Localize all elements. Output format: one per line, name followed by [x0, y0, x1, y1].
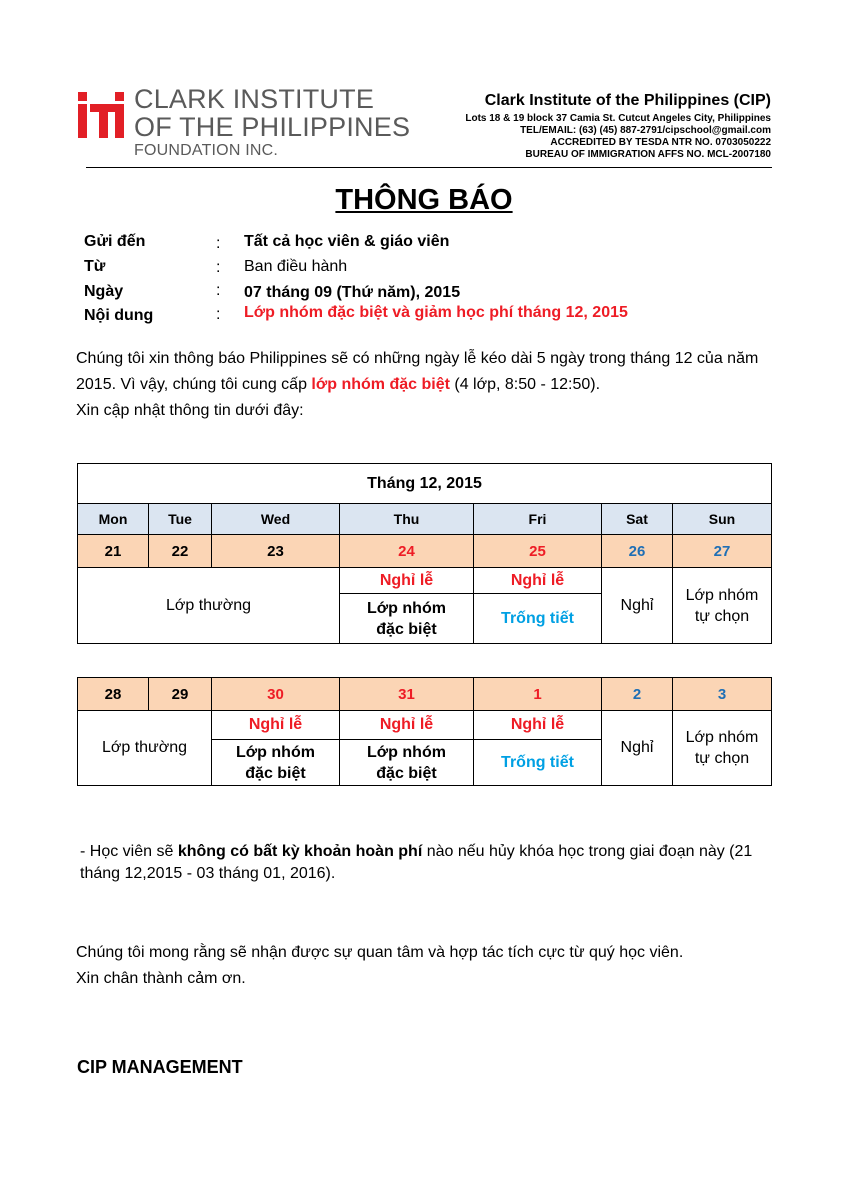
memo-to-value: Tất cả học viên & giáo viên [244, 233, 450, 250]
closing-line1: Chúng tôi mong rằng sẽ nhận được sự quan tâm và hợp tác tích cực từ quý học viên. [76, 944, 684, 961]
intro-text-3: Xin cập nhật thông tin dưới đây: [76, 402, 304, 419]
logo-line1: CLARK INSTITUTE [134, 84, 375, 114]
memo-from-colon: : [216, 259, 221, 276]
day-cell-weekend: 26 [602, 535, 673, 568]
memo-date-label: Ngày [84, 283, 124, 300]
memo-date-value: 07 tháng 09 (Thứ năm), 2015 [244, 284, 461, 301]
weekday-tue: Tue [149, 504, 212, 535]
signature: CIP MANAGEMENT [77, 1057, 243, 1077]
memo-subject-value: Lớp nhóm đặc biệt và giảm học phí tháng 12, 2015 [244, 304, 628, 321]
day-cell: 21 [78, 535, 149, 568]
holiday-cell: Nghỉ lễ [212, 711, 340, 740]
weekday-fri: Fri [474, 504, 602, 535]
refund-suffix: nào nếu hủy khóa học trong giai đoạn này (21 tháng 12,2015 - 03 tháng 01, 2016). [80, 843, 753, 882]
holiday-cell: Nghỉ lễ [474, 711, 602, 740]
weekday-mon: Mon [78, 504, 149, 535]
day-cell-holiday: 31 [340, 678, 474, 711]
regular-class-cell: Lớp thường [78, 711, 212, 786]
day-cell: 22 [149, 535, 212, 568]
tesda-accreditation: ACCREDITED BY TESDA NTR NO. 0703050222 [550, 137, 771, 148]
holiday-cell: Nghỉ lễ [340, 568, 474, 594]
weekday-thu: Thu [340, 504, 474, 535]
day-cell-holiday: 25 [474, 535, 602, 568]
day-cell-holiday: 30 [212, 678, 340, 711]
optional-group-class-cell: Lớp nhóm tự chọn [673, 711, 772, 786]
refund-note [80, 841, 780, 885]
weekday-sat: Sat [602, 504, 673, 535]
intro-highlight: lớp nhóm đặc biệt [311, 376, 450, 393]
memo-date-colon: : [216, 282, 221, 299]
header-divider [86, 167, 772, 168]
calendar-month-title: Tháng 12, 2015 [78, 464, 772, 504]
calendar-table-week2 [77, 677, 772, 786]
special-group-class-cell: Lớp nhóm đặc biệt [212, 740, 340, 786]
holiday-cell: Nghỉ lễ [340, 711, 474, 740]
regular-class-cell: Lớp thường [78, 568, 340, 644]
institute-header [465, 92, 771, 161]
closing-line2: Xin chân thành cảm ơn. [76, 970, 246, 987]
day-cell: 29 [149, 678, 212, 711]
special-group-class-cell: Lớp nhóm đặc biệt [340, 740, 474, 786]
weekday-sun: Sun [673, 504, 772, 535]
memo-to-label: Gửi đến [84, 233, 146, 250]
institute-address: Lots 18 & 19 block 37 Camia St. Cutcut Angeles City, Philippines [465, 113, 771, 124]
refund-prefix: - Học viên sẽ [80, 843, 178, 860]
closing-paragraph [76, 940, 776, 992]
memo-from-label: Từ [84, 258, 106, 275]
day-off-cell: Nghỉ [602, 711, 673, 786]
day-cell-holiday: 1 [474, 678, 602, 711]
memo-subject-label: Nội dung [84, 307, 154, 324]
memo-subject-colon: : [216, 306, 221, 323]
intro-text-2: (4 lớp, 8:50 - 12:50). [449, 376, 601, 393]
free-period-cell: Trống tiết [474, 740, 602, 786]
logo-line3: FOUNDATION INC. [134, 142, 279, 159]
day-off-cell: Nghỉ [602, 568, 673, 644]
institute-name: Clark Institute of the Philippines (CIP) [484, 92, 771, 109]
memo-from-value: Ban điều hành [244, 258, 348, 275]
free-period-cell: Trống tiết [474, 594, 602, 644]
logo-line2: OF THE PHILIPPINES [134, 112, 411, 142]
optional-group-class-cell: Lớp nhóm tự chọn [673, 568, 772, 644]
holiday-cell: Nghỉ lễ [474, 568, 602, 594]
document-title: THÔNG BÁO [335, 184, 513, 216]
day-cell: 28 [78, 678, 149, 711]
weekday-wed: Wed [212, 504, 340, 535]
calendar-table-week1 [77, 463, 772, 644]
day-cell-holiday: 24 [340, 535, 474, 568]
memo-to-colon: : [216, 235, 221, 252]
day-cell-weekend: 27 [673, 535, 772, 568]
immigration-accreditation: BUREAU OF IMMIGRATION AFFS NO. MCL-2007180 [525, 149, 771, 160]
day-cell: 23 [212, 535, 340, 568]
intro-text-1: Chúng tôi xin thông báo Philippines sẽ có những ngày lễ kéo dài 5 ngày trong tháng 12 của năm 2015. Vì vậy, chúng tôi cung cấp [76, 350, 759, 393]
refund-bold: không có bất kỳ khoản hoàn phí [177, 843, 423, 860]
institute-contact: TEL/EMAIL: (63) (45) 887-2791/cipschool@gmail.com [520, 125, 771, 136]
day-cell-weekend: 3 [673, 678, 772, 711]
day-cell-weekend: 2 [602, 678, 673, 711]
cip-logo-icon [78, 90, 124, 138]
intro-paragraph [76, 346, 776, 424]
special-group-class-cell: Lớp nhóm đặc biệt [340, 594, 474, 644]
logo-wordmark [134, 86, 410, 159]
